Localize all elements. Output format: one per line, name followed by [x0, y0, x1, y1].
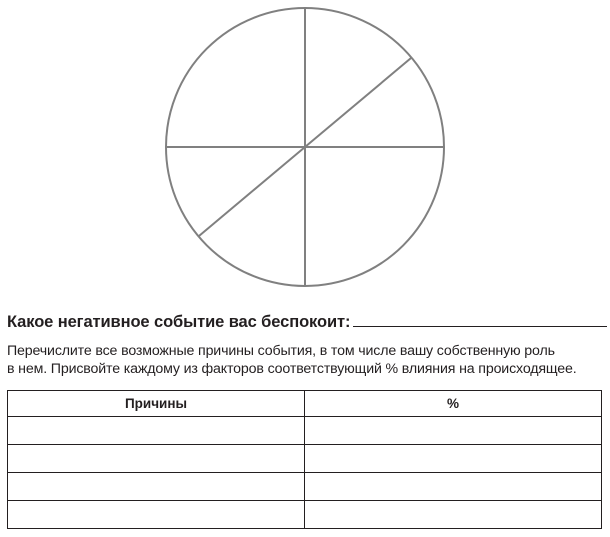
pie-diagram: [160, 2, 450, 292]
table-row: [8, 445, 602, 473]
pie-divider-2: [305, 58, 411, 147]
table-header-row: [8, 391, 602, 417]
pie-circle-svg: [160, 2, 450, 292]
question-block: [7, 310, 607, 332]
table-row: [8, 417, 602, 445]
cause-cell[interactable]: [8, 501, 305, 529]
percent-cell[interactable]: [305, 501, 602, 529]
answer-line[interactable]: [353, 326, 607, 327]
header-causes: Причины: [8, 391, 305, 417]
factors-table: [7, 390, 602, 529]
question-label: Какое негативное событие вас беспокоит:: [7, 313, 351, 331]
percent-cell[interactable]: [305, 473, 602, 501]
percent-cell[interactable]: [305, 445, 602, 473]
cause-cell[interactable]: [8, 445, 305, 473]
table-row: [8, 501, 602, 529]
header-percent: %: [305, 391, 602, 417]
pie-divider-5: [199, 147, 305, 236]
table-row: [8, 473, 602, 501]
instructions: [7, 342, 605, 378]
instructions-line-1: Перечислите все возможные причины события, в том числе вашу собственную роль: [7, 343, 555, 359]
cause-cell[interactable]: [8, 473, 305, 501]
instructions-line-2: в нем. Присвойте каждому из факторов соответствующий % влияния на происходящее.: [7, 361, 577, 377]
cause-cell[interactable]: [8, 417, 305, 445]
percent-cell[interactable]: [305, 417, 602, 445]
